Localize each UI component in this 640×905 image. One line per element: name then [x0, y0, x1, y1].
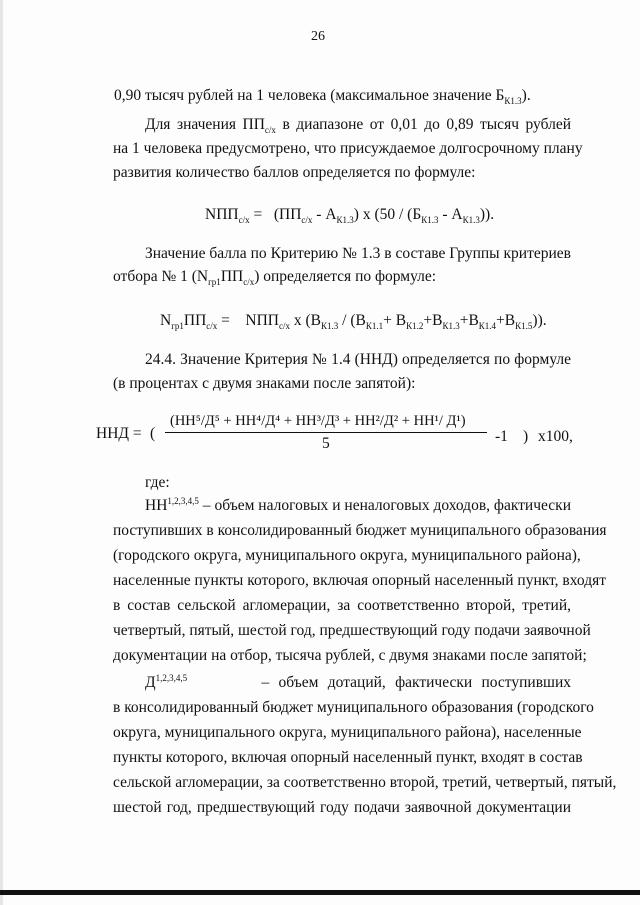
formula-nnd-lhs: ННД =	[96, 425, 142, 442]
def-nn-line-5: в состав сельской агломерации, за соответственно второй, третий,	[113, 597, 571, 614]
fraction-bar	[165, 432, 487, 433]
text-line-6: отбора № 1 $(N_{гр1}ПП_{с/х})$ определяется по формуле:	[113, 268, 437, 288]
text-where: где:	[145, 474, 170, 491]
def-nn-line-4: населенные пункты которого, включая опорный населенный пункт, входят	[113, 572, 606, 589]
def-nn-line-7: документации на отбор, тысяча рублей, с двумя знаками после запятой;	[113, 647, 587, 664]
scan-edge	[0, 0, 3, 905]
text-line-8: (в процентах с двумя знаками после запятой):	[113, 375, 416, 392]
text-line-5: Значение балла по Критерию № 1.3 в составе Группы критериев	[145, 245, 571, 262]
formula-nnd-minus-one: -1	[495, 428, 508, 445]
text-line-1: 0,90 тысяч рублей на 1 человека (максимальное значение $Б_{К1.3}$).	[114, 87, 531, 107]
text-line-7: 24.4. Значение Критерия № 1.4 (ННД) определяется по формуле	[145, 351, 571, 368]
formula-nnd-numerator: (НН⁵/Д⁵ + НН⁴/Д⁴ + НН³/Д³ + НН²/Д² + НН¹/ Д¹)	[170, 413, 466, 429]
formula-npp: $NПП_{с/х}$ = $(ПП_{с/х} - А_{К1.3})$ х $(50 / (Б_{К1.3} - А_{К1.3}))$.	[205, 206, 495, 226]
def-nn-line-6: четвертый, пятый, шестой год, предшествующий году подачи заявочной	[113, 622, 591, 639]
def-d-line-2: в консолидированный бюджет муниципального образования (городского	[113, 699, 594, 716]
text-line-2: Для значения $ПП_{с/х}$ в диапазоне от 0,01 до 0,89 тысяч рублей	[145, 116, 571, 136]
def-nn-line-3: (городского округа, муниципального округа, муниципального района),	[113, 547, 581, 564]
def-d-line-6: шестой год, предшествующий году подачи заявочной документации	[113, 799, 571, 816]
text-line-3: на 1 человека предусмотрено, что присуждаемое долгосрочному плану	[113, 140, 583, 157]
scan-bottom-edge	[0, 890, 640, 895]
formula-ngr: $N_{гр1}ПП_{с/х}$ = $NПП_{с/х}$ х $(В_{К1.3} / (В_{К1.1}+ В_{К1.2}+В_{К1.3}+В_{К1.4}+В_{К1.5}))$.	[160, 312, 547, 332]
def-nn-line-2: поступивших в консолидированный бюджет муниципального образования	[113, 522, 607, 539]
text-line-4: развития количество баллов определяется по формуле:	[113, 164, 476, 181]
def-nn-line-1: НН$^{1,2,3,4,5}$ – объем налоговых и неналоговых доходов, фактически	[145, 495, 571, 514]
formula-nnd-denominator: 5	[322, 435, 330, 452]
def-d-line-4: пункты которого, включая опорный населенный пункт, входят в состав	[113, 749, 583, 766]
def-d-line-5: сельской агломерации, за соответственно второй, третий, четвертый, пятый,	[113, 774, 617, 791]
def-d-line-1: Д$^{1,2,3,4,5}$ – объем дотаций, фактически поступивших	[145, 672, 572, 691]
formula-nnd-times: х100,	[538, 428, 573, 445]
formula-nnd-open-paren: (	[150, 425, 156, 442]
formula-nnd-close-paren: )	[523, 428, 529, 445]
def-d-line-3: округа, муниципального округа, муниципального района), населенные	[113, 724, 582, 741]
page-number: 26	[311, 29, 325, 44]
